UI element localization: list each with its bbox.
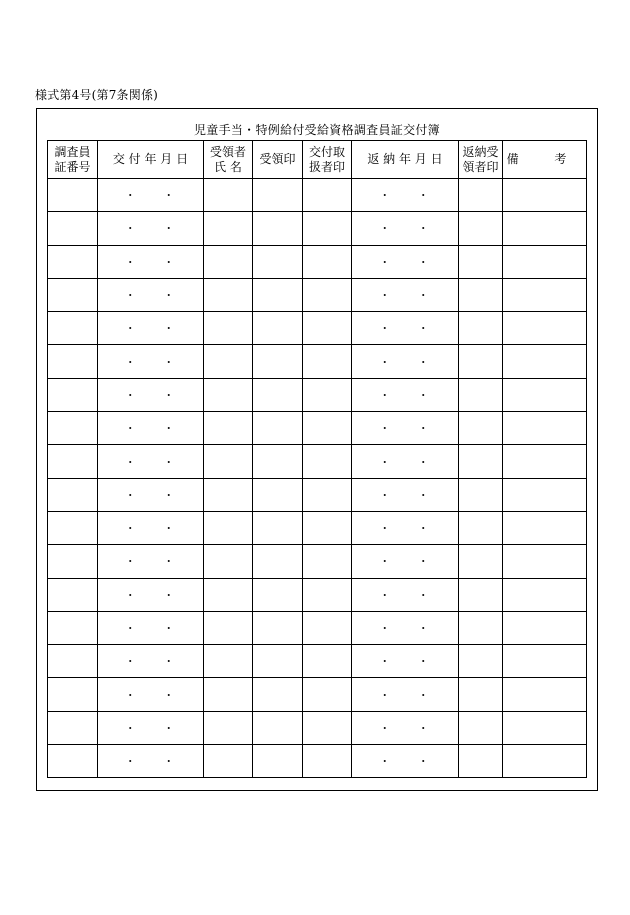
table-row <box>48 478 587 511</box>
issuer-seal-cell[interactable] <box>303 278 352 311</box>
remarks-cell[interactable] <box>503 478 587 511</box>
remarks-cell[interactable] <box>503 278 587 311</box>
remarks-cell[interactable] <box>503 445 587 478</box>
date-separator-dots: ・ ・ <box>379 688 441 702</box>
card-number-cell[interactable] <box>48 378 98 411</box>
recipient-name-cell[interactable] <box>204 378 253 411</box>
date-separator-dots: ・ ・ <box>124 622 187 635</box>
return-date-cell[interactable] <box>352 412 459 445</box>
return-date-cell[interactable] <box>352 312 459 345</box>
return-receiver-seal-cell[interactable] <box>459 179 503 212</box>
header-row <box>48 141 587 179</box>
return-date-cell[interactable] <box>352 212 459 245</box>
date-separator-dots: ・ ・ <box>124 388 187 402</box>
issue-date-cell[interactable] <box>98 711 204 744</box>
issue-date-cell[interactable] <box>98 745 204 778</box>
ledger-title: 児童手当・特例給付受給資格調査員証交付簿 <box>193 123 440 137</box>
card-number-cell[interactable] <box>48 179 98 212</box>
issuer-seal-cell[interactable] <box>303 545 352 578</box>
table-row <box>48 345 587 378</box>
date-separator-dots: ・ ・ <box>124 488 187 502</box>
return-date-cell[interactable] <box>352 578 459 611</box>
return-receiver-seal-cell[interactable] <box>459 578 503 611</box>
issue-date-cell[interactable] <box>98 478 204 511</box>
recipient-name-cell[interactable] <box>204 745 253 778</box>
ledger-body <box>48 179 587 778</box>
card-number-cell[interactable] <box>48 745 98 778</box>
return-date-cell[interactable] <box>352 611 459 644</box>
return-date-cell[interactable] <box>352 645 459 678</box>
return-receiver-seal-cell[interactable] <box>459 478 503 511</box>
issuer-seal-cell[interactable] <box>303 212 352 245</box>
receipt-seal-cell[interactable] <box>253 745 303 778</box>
table-row <box>48 645 587 678</box>
issue-date-cell[interactable] <box>98 345 204 378</box>
receipt-seal-cell[interactable] <box>253 545 303 578</box>
issuance-ledger-table <box>47 140 587 778</box>
issue-date-cell[interactable] <box>98 578 204 611</box>
return-date-cell[interactable] <box>352 278 459 311</box>
date-separator-dots: ・ ・ <box>379 222 441 236</box>
date-separator-dots: ・ ・ <box>379 721 441 735</box>
date-separator-dots: ・ ・ <box>124 355 187 369</box>
header-return-receiver-seal <box>459 141 503 179</box>
remarks-cell[interactable] <box>503 511 587 544</box>
issue-date-cell[interactable] <box>98 312 204 345</box>
issuer-seal-cell[interactable] <box>303 645 352 678</box>
issuer-seal-cell[interactable] <box>303 345 352 378</box>
return-receiver-seal-cell[interactable] <box>459 678 503 711</box>
header-receipt-seal: 受領印 <box>253 141 303 179</box>
header-issue-date: 交 付 年 月 日 <box>98 141 204 179</box>
return-date-cell[interactable] <box>352 678 459 711</box>
return-date-cell[interactable] <box>352 445 459 478</box>
recipient-name-cell[interactable] <box>204 345 253 378</box>
date-separator-dots: ・ ・ <box>379 388 441 402</box>
return-receiver-seal-cell[interactable] <box>459 245 503 278</box>
date-separator-dots: ・ ・ <box>379 455 441 469</box>
issuer-seal-cell[interactable] <box>303 578 352 611</box>
return-receiver-seal-cell[interactable] <box>459 711 503 744</box>
date-separator-dots: ・ ・ <box>379 255 441 269</box>
remarks-cell[interactable] <box>503 312 587 345</box>
remarks-cell[interactable] <box>503 745 587 778</box>
issuer-seal-cell[interactable] <box>303 445 352 478</box>
return-receiver-seal-cell[interactable] <box>459 645 503 678</box>
remarks-cell[interactable] <box>503 578 587 611</box>
header-card-number-line1: 調査員 <box>54 144 91 159</box>
date-separator-dots: ・ ・ <box>124 222 187 236</box>
date-separator-dots: ・ ・ <box>379 622 441 635</box>
card-number-cell[interactable] <box>48 212 98 245</box>
receipt-seal-cell[interactable] <box>253 578 303 611</box>
remarks-cell[interactable] <box>503 245 587 278</box>
date-separator-dots: ・ ・ <box>379 655 441 669</box>
issue-date-cell[interactable] <box>98 212 204 245</box>
recipient-name-cell[interactable] <box>204 678 253 711</box>
remarks-cell[interactable] <box>503 179 587 212</box>
recipient-name-cell[interactable] <box>204 711 253 744</box>
card-number-cell[interactable] <box>48 611 98 644</box>
header-recipient-name-line1: 受領者 <box>209 144 246 159</box>
table-row <box>48 678 587 711</box>
table-row <box>48 711 587 744</box>
recipient-name-cell[interactable] <box>204 212 253 245</box>
date-separator-dots: ・ ・ <box>379 422 441 436</box>
return-receiver-seal-cell[interactable] <box>459 412 503 445</box>
issuer-seal-cell[interactable] <box>303 678 352 711</box>
table-row <box>48 212 587 245</box>
table-row <box>48 578 587 611</box>
receipt-seal-cell[interactable] <box>253 345 303 378</box>
header-issuer-seal <box>303 141 352 179</box>
issue-date-cell[interactable] <box>98 378 204 411</box>
issuer-seal-cell[interactable] <box>303 711 352 744</box>
return-receiver-seal-cell[interactable] <box>459 545 503 578</box>
header-remarks: 備 考 <box>503 141 587 179</box>
date-separator-dots: ・ ・ <box>124 255 187 269</box>
header-recipient-name-line2: 氏 名 <box>214 159 242 174</box>
return-date-cell[interactable] <box>352 179 459 212</box>
recipient-name-cell[interactable] <box>204 245 253 278</box>
header-recipient-name <box>204 141 253 179</box>
recipient-name-cell[interactable] <box>204 278 253 311</box>
table-row <box>48 245 587 278</box>
date-separator-dots: ・ ・ <box>379 189 441 203</box>
date-separator-dots: ・ ・ <box>379 289 441 303</box>
receipt-seal-cell[interactable] <box>253 445 303 478</box>
issuer-seal-cell[interactable] <box>303 745 352 778</box>
date-separator-dots: ・ ・ <box>379 555 441 569</box>
return-receiver-seal-cell[interactable] <box>459 278 503 311</box>
header-card-number-line2: 証番号 <box>54 159 91 174</box>
date-separator-dots: ・ ・ <box>124 455 187 469</box>
return-date-cell[interactable] <box>352 345 459 378</box>
card-number-cell[interactable] <box>48 278 98 311</box>
date-separator-dots: ・ ・ <box>379 488 441 502</box>
recipient-name-cell[interactable] <box>204 578 253 611</box>
date-separator-dots: ・ ・ <box>124 522 187 536</box>
remarks-cell[interactable] <box>503 611 587 644</box>
card-number-cell[interactable] <box>48 678 98 711</box>
table-row <box>48 378 587 411</box>
recipient-name-cell[interactable] <box>204 545 253 578</box>
issue-date-cell[interactable] <box>98 445 204 478</box>
receipt-seal-cell[interactable] <box>253 412 303 445</box>
table-row <box>48 545 587 578</box>
table-row <box>48 412 587 445</box>
card-number-cell[interactable] <box>48 578 98 611</box>
remarks-cell[interactable] <box>503 678 587 711</box>
card-number-cell[interactable] <box>48 478 98 511</box>
return-receiver-seal-cell[interactable] <box>459 445 503 478</box>
issue-date-cell[interactable] <box>98 412 204 445</box>
issue-date-cell[interactable] <box>98 545 204 578</box>
receipt-seal-cell[interactable] <box>253 245 303 278</box>
return-receiver-seal-cell[interactable] <box>459 378 503 411</box>
date-separator-dots: ・ ・ <box>124 555 187 569</box>
recipient-name-cell[interactable] <box>204 645 253 678</box>
issue-date-cell[interactable] <box>98 678 204 711</box>
issuer-seal-cell[interactable] <box>303 511 352 544</box>
table-row <box>48 611 587 644</box>
remarks-cell[interactable] <box>503 711 587 744</box>
date-separator-dots: ・ ・ <box>124 655 187 669</box>
issue-date-cell[interactable] <box>98 511 204 544</box>
return-date-cell[interactable] <box>352 245 459 278</box>
date-separator-dots: ・ ・ <box>124 755 187 769</box>
receipt-seal-cell[interactable] <box>253 511 303 544</box>
header-return-date: 返 納 年 月 日 <box>352 141 459 179</box>
card-number-cell[interactable] <box>48 511 98 544</box>
receipt-seal-cell[interactable] <box>253 478 303 511</box>
return-receiver-seal-cell[interactable] <box>459 611 503 644</box>
recipient-name-cell[interactable] <box>204 611 253 644</box>
card-number-cell[interactable] <box>48 312 98 345</box>
date-separator-dots: ・ ・ <box>124 422 187 436</box>
table-row <box>48 278 587 311</box>
card-number-cell[interactable] <box>48 345 98 378</box>
recipient-name-cell[interactable] <box>204 511 253 544</box>
receipt-seal-cell[interactable] <box>253 678 303 711</box>
return-date-cell[interactable] <box>352 745 459 778</box>
issue-date-cell[interactable] <box>98 278 204 311</box>
return-date-cell[interactable] <box>352 478 459 511</box>
card-number-cell[interactable] <box>48 412 98 445</box>
return-receiver-seal-cell[interactable] <box>459 511 503 544</box>
date-separator-dots: ・ ・ <box>379 322 441 336</box>
recipient-name-cell[interactable] <box>204 312 253 345</box>
card-number-cell[interactable] <box>48 645 98 678</box>
date-separator-dots: ・ ・ <box>379 522 441 536</box>
date-separator-dots: ・ ・ <box>379 755 441 769</box>
header-card-number <box>48 141 98 179</box>
issuer-seal-cell[interactable] <box>303 312 352 345</box>
recipient-name-cell[interactable] <box>204 445 253 478</box>
header-return-receiver-seal-line1: 返納受 <box>462 144 499 159</box>
header-issuer-seal-line1: 交付取 <box>308 144 345 159</box>
receipt-seal-cell[interactable] <box>253 645 303 678</box>
recipient-name-cell[interactable] <box>204 412 253 445</box>
recipient-name-cell[interactable] <box>204 179 253 212</box>
issuer-seal-cell[interactable] <box>303 412 352 445</box>
header-issuer-seal-line2: 扱者印 <box>308 159 345 174</box>
receipt-seal-cell[interactable] <box>253 312 303 345</box>
receipt-seal-cell[interactable] <box>253 711 303 744</box>
date-separator-dots: ・ ・ <box>379 355 441 369</box>
return-receiver-seal-cell[interactable] <box>459 212 503 245</box>
card-number-cell[interactable] <box>48 545 98 578</box>
return-date-cell[interactable] <box>352 711 459 744</box>
date-separator-dots: ・ ・ <box>124 588 187 602</box>
receipt-seal-cell[interactable] <box>253 278 303 311</box>
card-number-cell[interactable] <box>48 245 98 278</box>
issue-date-cell[interactable] <box>98 611 204 644</box>
receipt-seal-cell[interactable] <box>253 212 303 245</box>
date-separator-dots: ・ ・ <box>124 189 187 203</box>
return-receiver-seal-cell[interactable] <box>459 345 503 378</box>
remarks-cell[interactable] <box>503 345 587 378</box>
date-separator-dots: ・ ・ <box>124 322 187 336</box>
date-separator-dots: ・ ・ <box>124 688 187 702</box>
issue-date-cell[interactable] <box>98 645 204 678</box>
date-separator-dots: ・ ・ <box>124 289 187 303</box>
issuer-seal-cell[interactable] <box>303 245 352 278</box>
header-return-receiver-seal-line2: 領者印 <box>462 159 499 174</box>
remarks-cell[interactable] <box>503 378 587 411</box>
date-separator-dots: ・ ・ <box>124 721 187 735</box>
card-number-cell[interactable] <box>48 711 98 744</box>
issue-date-cell[interactable] <box>98 245 204 278</box>
table-row <box>48 745 587 778</box>
table-row <box>48 511 587 544</box>
return-receiver-seal-cell[interactable] <box>459 745 503 778</box>
issuer-seal-cell[interactable] <box>303 179 352 212</box>
issue-date-cell[interactable] <box>98 179 204 212</box>
table-row <box>48 445 587 478</box>
issuer-seal-cell[interactable] <box>303 611 352 644</box>
return-receiver-seal-cell[interactable] <box>459 312 503 345</box>
issuer-seal-cell[interactable] <box>303 478 352 511</box>
card-number-cell[interactable] <box>48 445 98 478</box>
return-date-cell[interactable] <box>352 511 459 544</box>
recipient-name-cell[interactable] <box>204 478 253 511</box>
receipt-seal-cell[interactable] <box>253 611 303 644</box>
table-row <box>48 179 587 212</box>
issuer-seal-cell[interactable] <box>303 378 352 411</box>
remarks-cell[interactable] <box>503 412 587 445</box>
return-date-cell[interactable] <box>352 545 459 578</box>
remarks-cell[interactable] <box>503 645 587 678</box>
table-row <box>48 312 587 345</box>
date-separator-dots: ・ ・ <box>379 588 441 602</box>
form-number-label: 様式第4号(第7条関係) <box>35 88 159 102</box>
receipt-seal-cell[interactable] <box>253 179 303 212</box>
remarks-cell[interactable] <box>503 545 587 578</box>
remarks-cell[interactable] <box>503 212 587 245</box>
return-date-cell[interactable] <box>352 378 459 411</box>
receipt-seal-cell[interactable] <box>253 378 303 411</box>
